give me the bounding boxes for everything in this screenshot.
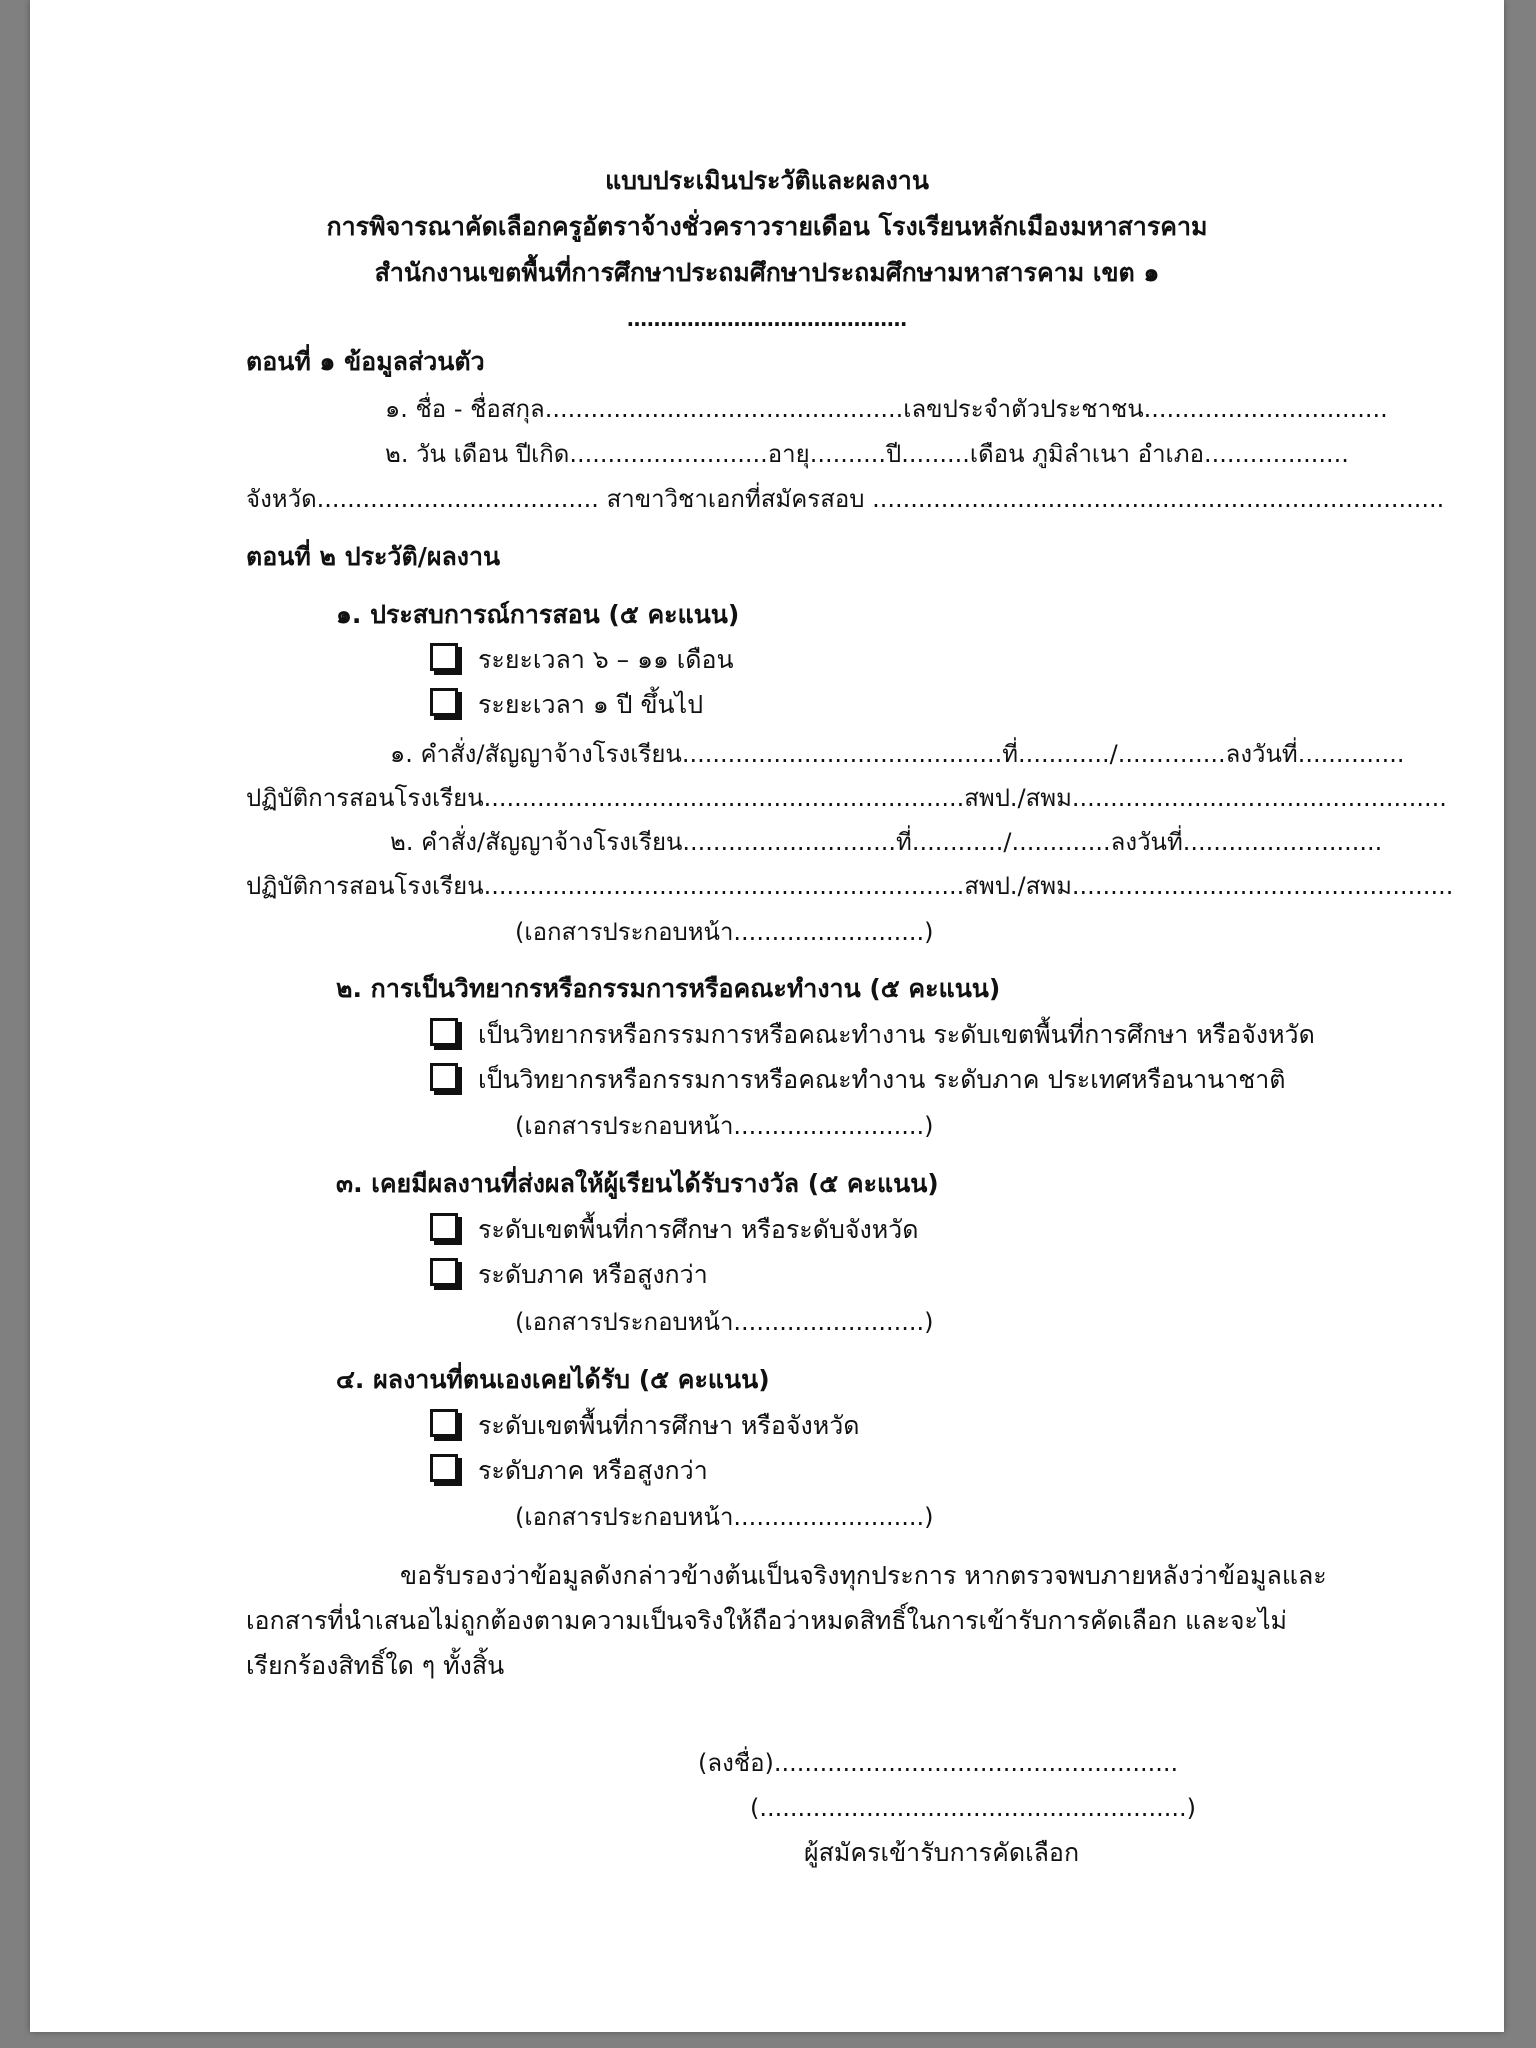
document-page — [30, 0, 1504, 2032]
signature-name-line: (........................................................) — [750, 1794, 1196, 1822]
checkbox-work-district[interactable] — [430, 1409, 458, 1437]
teaching-school-line-2: ปฏิบัติการสอนโรงเรียน...............................................................สพป./สพม.................................................. — [246, 872, 1454, 900]
signature-line: (ลงชื่อ)..................................................... — [698, 1749, 1179, 1777]
part1-heading: ตอนที่ ๑ ข้อมูลส่วนตัว — [246, 347, 485, 376]
document-page-ref-4: (เอกสารประกอบหน้า.........................) — [515, 1503, 934, 1531]
part2-heading: ตอนที่ ๒ ประวัติ/ผลงาน — [246, 542, 501, 571]
option-award-regional: ระดับภาค หรือสูงกว่า — [478, 1260, 708, 1289]
checkbox-work-regional[interactable] — [430, 1454, 458, 1482]
applicant-role: ผู้สมัครเข้ารับการคัดเลือก — [804, 1838, 1080, 1867]
option-award-district: ระดับเขตพื้นที่การศึกษา หรือระดับจังหวัด — [478, 1215, 919, 1244]
option-work-district: ระดับเขตพื้นที่การศึกษา หรือจังหวัด — [478, 1411, 860, 1440]
teaching-school-line-1: ปฏิบัติการสอนโรงเรียน...............................................................สพป./สพม.......................…....................... — [246, 784, 1447, 812]
certify-line-2: เอกสารที่นำเสนอไม่ถูกต้องตามความเป็นจริงให้ถือว่าหมดสิทธิ์ในการเข้ารับการคัดเลือก และจะไม่ — [246, 1606, 1288, 1635]
contract-line-2: ๒. คำสั่ง/สัญญาจ้างโรงเรียน............................ที่............/.............ลงวันที่...............…........ — [390, 828, 1383, 856]
contract-line-1: ๑. คำสั่ง/สัญญาจ้างโรงเรียน..........................................ที่............/.....…......ลงวันที่.............. — [390, 740, 1405, 768]
province-major-field: จังหวัด..................................... สาขาวิชาเอกที่สมัครสอบ ........................................................................... — [246, 485, 1445, 513]
birth-age-field: ๒. วัน เดือน ปีเกิด..........................อายุ..........ปี.........เดือน ภูมิลำเนา อำเภอ................... — [385, 440, 1349, 468]
section1-title: ๑. ประสบการณ์การสอน (๕ คะแนน) — [336, 600, 740, 629]
checkbox-district-level[interactable] — [430, 1018, 458, 1046]
option-work-regional: ระดับภาค หรือสูงกว่า — [478, 1456, 708, 1485]
option-district-level: เป็นวิทยากรหรือกรรมการหรือคณะทำงาน ระดับเขตพื้นที่การศึกษา หรือจังหวัด — [478, 1020, 1315, 1049]
document-page-ref-1: (เอกสารประกอบหน้า.........................) — [515, 918, 934, 946]
option-national-level: เป็นวิทยากรหรือกรรมการหรือคณะทำงาน ระดับภาค ประเทศหรือนานาชาติ — [478, 1065, 1286, 1094]
checkbox-1-year-plus[interactable] — [430, 688, 458, 716]
certify-line-3: เรียกร้องสิทธิ์ใด ๆ ทั้งสิ้น — [246, 1651, 505, 1680]
form-title: แบบประเมินประวัติและผลงาน — [605, 166, 929, 195]
checkbox-6-11-months[interactable] — [430, 643, 458, 671]
form-blank-line: …………………………………… — [627, 307, 907, 331]
checkbox-national-level[interactable] — [430, 1063, 458, 1091]
section4-title: ๔. ผลงานที่ตนเองเคยได้รับ (๕ คะแนน) — [336, 1365, 770, 1394]
form-subtitle: การพิจารณาคัดเลือกครูอัตราจ้างชั่วคราวรายเดือน โรงเรียนหลักเมืองมหาสารคาม — [326, 212, 1208, 241]
certify-line-1: ขอรับรองว่าข้อมูลดังกล่าวข้างต้นเป็นจริงทุกประการ หากตรวจพบภายหลังว่าข้อมูลและ — [400, 1561, 1327, 1590]
checkbox-award-district[interactable] — [430, 1213, 458, 1241]
section3-title: ๓. เคยมีผลงานที่ส่งผลให้ผู้เรียนได้รับรางวัล (๕ คะแนน) — [336, 1169, 939, 1198]
option-1-year-plus: ระยะเวลา ๑ ปี ขึ้นไป — [478, 690, 704, 719]
form-agency: สำนักงานเขตพื้นที่การศึกษาประถมศึกษาประถมศึกษามหาสารคาม เขต ๑ — [374, 258, 1160, 287]
name-id-field: ๑. ชื่อ - ชื่อสกุล...............................................เลขประจำตัวประชาชน................................ — [385, 395, 1388, 423]
document-page-ref-2: (เอกสารประกอบหน้า.........................) — [515, 1112, 934, 1140]
checkbox-award-regional[interactable] — [430, 1258, 458, 1286]
option-6-11-months: ระยะเวลา ๖ – ๑๑ เดือน — [478, 645, 734, 674]
document-page-ref-3: (เอกสารประกอบหน้า.........................) — [515, 1308, 934, 1336]
section2-title: ๒. การเป็นวิทยากรหรือกรรมการหรือคณะทำงาน (๕ คะแนน) — [336, 974, 1001, 1003]
